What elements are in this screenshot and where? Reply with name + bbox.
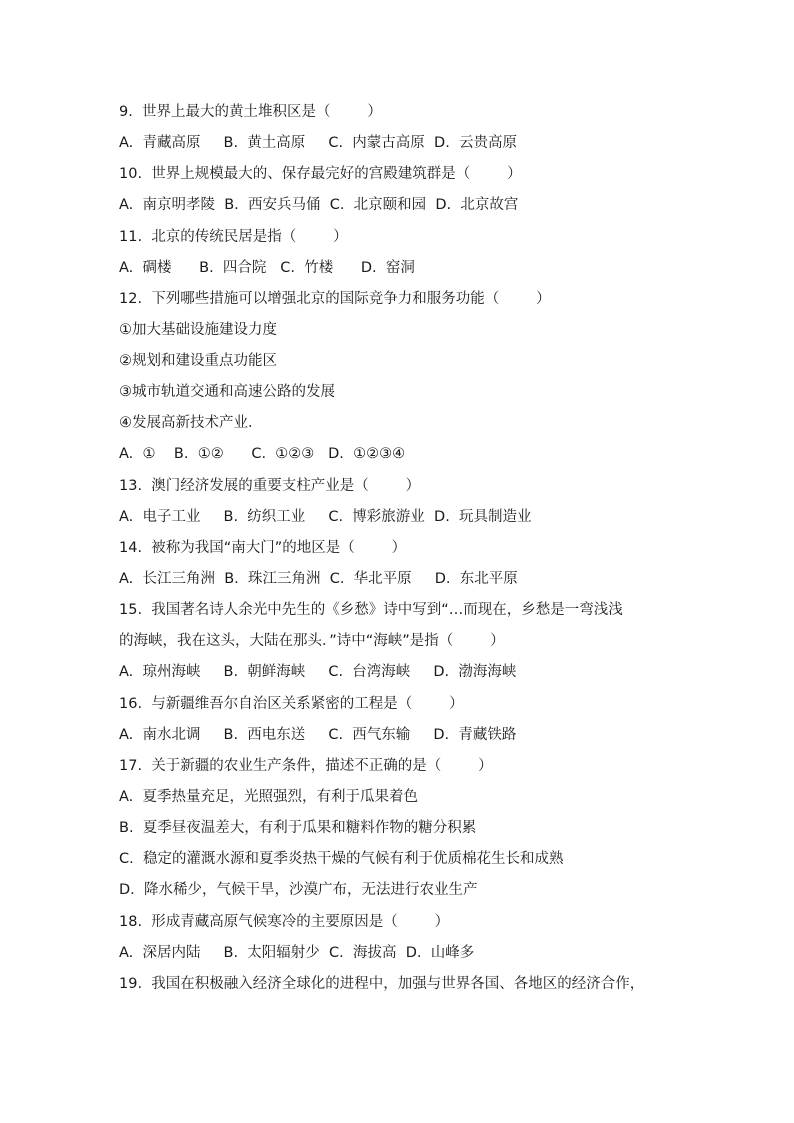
question-19: 19. 我国在积极融入经济全球化的进程中，加强与世界各国、各地区的经济合作， [119,976,645,992]
question-12-item-1: ①加大基础设施建设力度 [119,322,277,338]
question-12-options: A. ① B. ①② C. ①②③ D. ①②③④ [119,446,406,462]
question-12: 12. 下列哪些措施可以增强北京的国际竞争力和服务功能（ ） [119,291,551,307]
question-15: 15. 我国著名诗人余光中先生的《乡愁》诗中写到“…而现在，乡愁是一弯浅浅 [119,602,623,618]
question-16-options: A. 南水北调 B. 西电东送 C. 西气东输 D. 青藏铁路 [119,727,517,743]
question-14-options: A. 长江三角洲 B. 珠江三角洲 C. 华北平原 D. 东北平原 [119,571,518,587]
question-12-item-2: ②规划和建设重点功能区 [119,353,277,369]
question-16: 16. 与新疆维吾尔自治区关系紧密的工程是（ ） [119,696,464,712]
question-17-option-c: C. 稳定的灌溉水源和夏季炎热干燥的气候有利于优质棉花生长和成熟 [119,851,564,867]
question-13-options: A. 电子工业 B. 纺织工业 C. 博彩旅游业 D. 玩具制造业 [119,509,532,525]
question-11: 11. 北京的传统民居是指（ ） [119,229,348,245]
question-12-item-3: ③城市轨道交通和高速公路的发展 [119,384,335,400]
question-9: 9. 世界上最大的黄土堆积区是（ ） [119,104,382,120]
question-18: 18. 形成青藏高原气候寒冷的主要原因是（ ） [119,914,450,930]
question-15-options: A. 琼州海峡 B. 朝鲜海峡 C. 台湾海峡 D. 渤海海峡 [119,664,517,680]
question-18-options: A. 深居内陆 B. 太阳辐射少 C. 海拔高 D. 山峰多 [119,945,475,961]
question-17-option-d: D. 降水稀少，气候干旱，沙漠广布，无法进行农业生产 [119,882,478,898]
question-17-option-b: B. 夏季昼夜温差大，有利于瓜果和糖料作物的糖分积累 [119,820,477,836]
question-10: 10. 世界上规模最大的、保存最完好的宫殿建筑群是（ ） [119,166,522,182]
question-17: 17. 关于新疆的农业生产条件，描述不正确的是（ ） [119,758,493,774]
question-9-options: A. 青藏高原 B. 黄土高原 C. 内蒙古高原 D. 云贵高原 [119,135,518,151]
question-14: 14. 被称为我国“南大门”的地区是（ ） [119,540,407,556]
question-11-options: A. 碉楼 B. 四合院 C. 竹楼 D. 窑洞 [119,260,415,276]
question-15-continued: 的海峡，我在这头，大陆在那头．”诗中“海峡”是指（ ） [119,633,505,649]
question-10-options: A. 南京明孝陵 B. 西安兵马俑 C. 北京颐和园 D. 北京故宫 [119,197,519,213]
question-12-item-4: ④发展高新技术产业． [119,415,263,431]
question-13: 13. 澳门经济发展的重要支柱产业是（ ） [119,478,421,494]
question-17-option-a: A. 夏季热量充足，光照强烈，有利于瓜果着色 [119,789,418,805]
